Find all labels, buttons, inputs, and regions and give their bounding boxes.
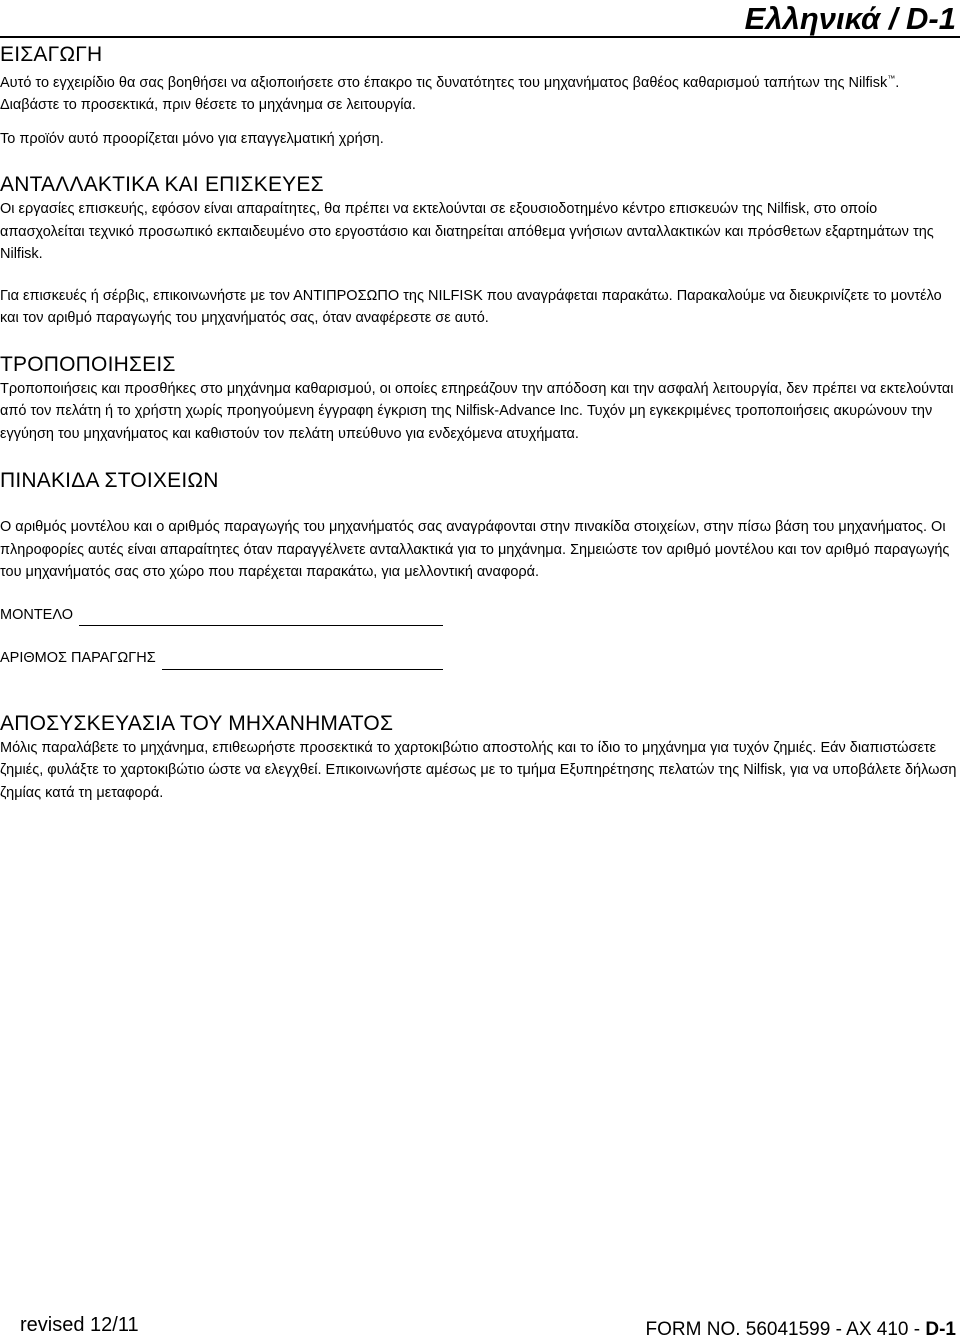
parts-and-service-heading: ΑΝΤΑΛΛΑΚΤΙΚΑ ΚΑΙ ΕΠΙΣΚΕΥΕΣ bbox=[0, 173, 324, 197]
serial-field-row bbox=[0, 647, 958, 670]
section-unpacking bbox=[0, 711, 958, 805]
section-modifications bbox=[0, 352, 958, 446]
introduction-line-1-end: . bbox=[895, 74, 900, 91]
section-parts-and-service bbox=[0, 172, 958, 330]
parts-and-service-paragraph-1: Οι εργασίες επισκευής, εφόσον είναι απαραίτητες, θα πρέπει να εκτελούνται σε εξουσιοδοτημένο κέντρο επισκευών της Nilfisk, στο οποίο απασχολείται τεχνικό προσωπικό εκπαιδευμένο στο εργοστάσιο και διατηρείται απόθεμα γνήσιων ανταλλακτικών και πρόσθετων εξαρτημάτων της Nilfisk. bbox=[0, 201, 934, 263]
introduction-line-3: Το προϊόν αυτό προορίζεται μόνο για επαγγελματική χρήση. bbox=[0, 130, 384, 147]
document-body bbox=[0, 40, 958, 804]
footer-form-text: FORM NO. 56041599 - AX 410 - bbox=[645, 1319, 926, 1340]
model-field[interactable] bbox=[79, 610, 443, 626]
nameplate-paragraph: Ο αριθμός μοντέλου και ο αριθμός παραγωγής του μηχανήματός σας αναγράφονται στην πινακίδα στοιχείων, στην πίσω βάση του μηχανήματος. Οι πληροφορίες αυτές είναι απαραίτητες όταν παραγγέλνετε ανταλλακτικά για το μηχάνημα. Σημειώστε τον αριθμό μοντέλου και τον αριθμό παραγωγής του μηχανήματός σας στο χώρο που παρέχεται παρακάτω, για μελλοντική αναφορά. bbox=[0, 519, 950, 581]
page-header-title: Ελληνικά / D-1 bbox=[744, 1, 956, 36]
header-divider bbox=[0, 36, 960, 38]
model-label: ΜΟΝΤΕΛΟ bbox=[0, 606, 74, 623]
section-introduction bbox=[0, 42, 958, 150]
serial-number-field[interactable] bbox=[162, 654, 443, 670]
unpacking-heading: ΑΠΟΣΥΣΚΕΥΑΣΙΑ ΤΟΥ ΜΗΧΑΝΗΜΑΤΟΣ bbox=[0, 711, 394, 735]
section-nameplate bbox=[0, 468, 958, 670]
model-field-row bbox=[0, 604, 958, 627]
serial-number-label: ΑΡΙΘΜΟΣ ΠΑΡΑΓΩΓΗΣ bbox=[0, 650, 156, 667]
trademark-symbol: ™ bbox=[887, 74, 896, 83]
footer-page-number: D-1 bbox=[925, 1319, 956, 1340]
footer-revision: revised 12/11 bbox=[20, 1314, 139, 1336]
parts-and-service-paragraph-2: Για επισκευές ή σέρβις, επικοινωνήστε με τον ΑΝΤΙΠΡΟΣΩΠΟ της NILFISK που αναγράφεται παρακάτω. Παρακαλούμε να διευκρινίζετε το μοντέλο και τον αριθμό παραγωγής του μηχανήματός σας, όταν αναφέρεστε σε αυτό. bbox=[0, 287, 942, 327]
nameplate-heading: ΠΙΝΑΚΙΔΑ ΣΤΟΙΧΕΙΩΝ bbox=[0, 469, 219, 493]
modifications-heading: ΤΡΟΠΟΠΟΙΗΣΕΙΣ bbox=[0, 352, 176, 376]
introduction-line-1-text: Αυτό το εγχειρίδιο θα σας βοηθήσει να αξιοποιήσετε στο έπακρο τις δυνατότητες του μηχανήματος βαθέος καθαρισμού ταπήτων της Nilfisk bbox=[0, 74, 888, 91]
introduction-line-1 bbox=[0, 68, 958, 94]
modifications-paragraph: Τροποποιήσεις και προσθήκες στο μηχάνημα καθαρισμού, οι οποίες επηρεάζουν την απόδοση και την ασφαλή λειτουργία, δεν πρέπει να εκτελούνται από τον πελάτη ή το χρήστη χωρίς προηγούμενη έγγραφη έγκριση της Nilfisk-Advance Inc. Τυχόν μη εγκεκριμένες τροποποιήσεις ακυρώνουν την εγγύηση του μηχανήματος και καθιστούν τον πελάτη υπεύθυνο για ενδεχόμενα ατυχήματα. bbox=[0, 380, 954, 442]
introduction-heading: ΕΙΣΑΓΩΓΗ bbox=[0, 43, 103, 66]
footer-form-number bbox=[646, 1317, 956, 1343]
unpacking-paragraph: Μόλις παραλάβετε το μηχάνημα, επιθεωρήστε προσεκτικά το χαρτοκιβώτιο αποστολής και το ίδιο το μηχάνημα για τυχόν ζημιές. Εάν διαπιστώσετε ζημιές, φυλάξτε το χαρτοκιβώτιο ώστε να ελεγχθεί. Επικοινωνήστε αμέσως με το τμήμα Εξυπηρέτησης πελατών της Nilfisk, για να υποβάλετε δήλωση ζημίας κατά τη μεταφορά. bbox=[0, 739, 957, 801]
introduction-line-2: Διαβάστε το προσεκτικά, πριν θέσετε το μηχάνημα σε λειτουργία. bbox=[0, 97, 416, 114]
